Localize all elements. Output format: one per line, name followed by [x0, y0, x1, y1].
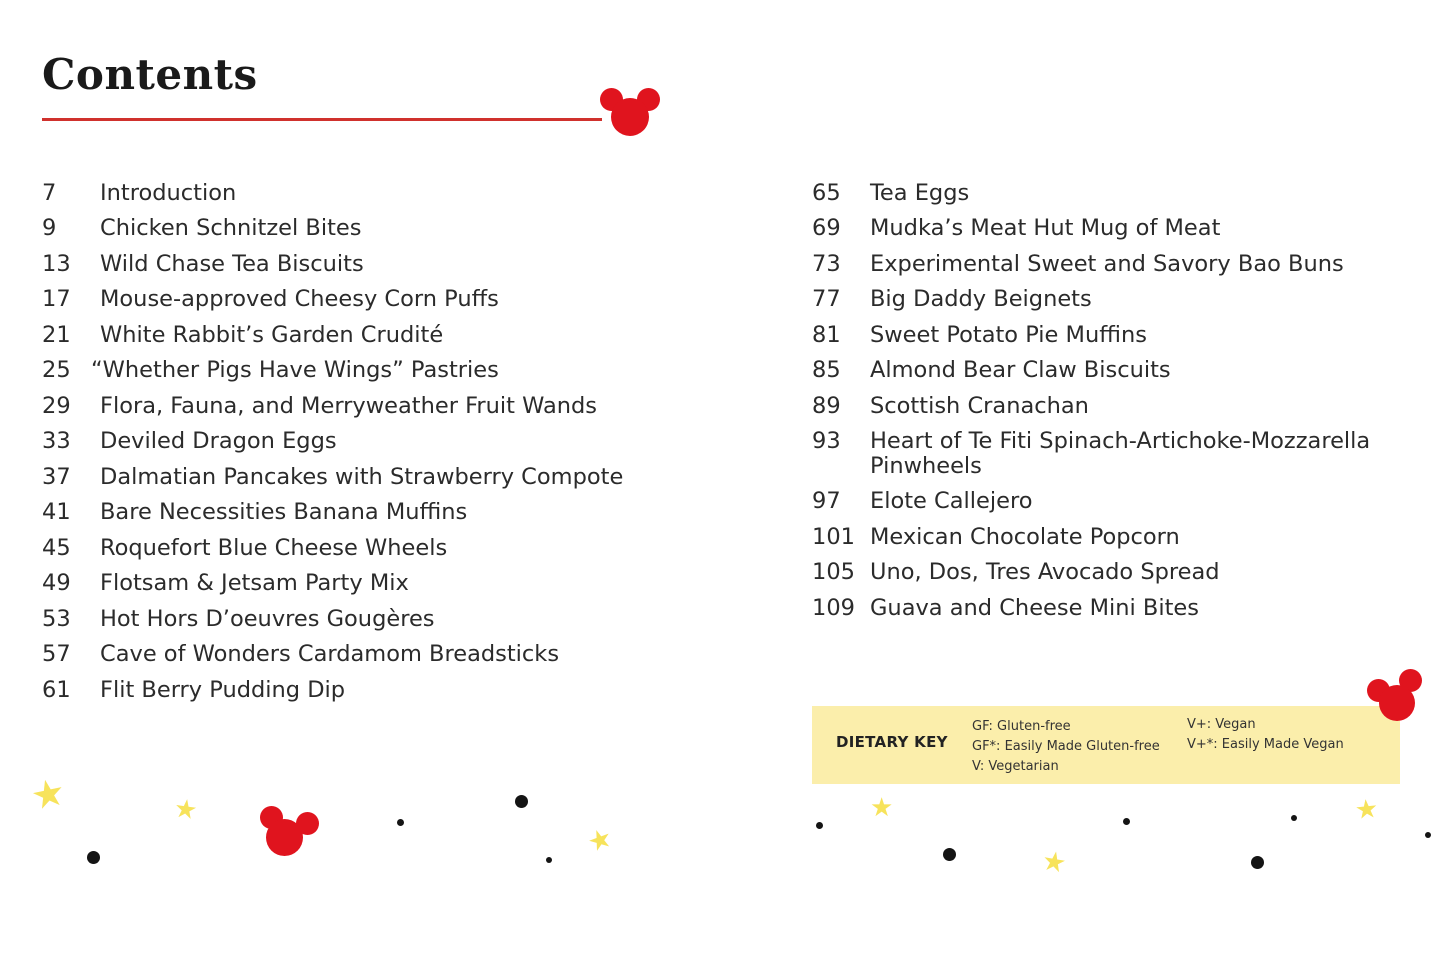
toc-page-number: 73: [812, 250, 841, 277]
toc-page-number: 85: [812, 357, 841, 383]
toc-page-number: 7: [42, 179, 57, 206]
toc-entry[interactable]: [812, 175, 1412, 211]
toc-entry[interactable]: [42, 495, 762, 531]
toc-page-number: 57: [42, 641, 71, 667]
star-icon: ★: [26, 768, 70, 820]
toc-entry[interactable]: [42, 175, 762, 211]
toc-entry-title: Mexican Chocolate Popcorn: [870, 523, 1180, 550]
toc-entry-title: Chicken Schnitzel Bites: [100, 215, 362, 241]
dietary-key-item: GF*: Easily Made Gluten-free: [972, 739, 1160, 754]
mickey-head-icon: [260, 804, 322, 858]
toc-page-number: 97: [812, 488, 841, 514]
toc-entry[interactable]: [42, 424, 762, 460]
toc-page-number: 9: [42, 215, 57, 241]
toc-page-number: 105: [812, 559, 855, 585]
toc-entry-title: Wild Chase Tea Biscuits: [100, 250, 364, 277]
toc-entry-title: Introduction: [100, 179, 237, 206]
toc-page-number: 13: [42, 250, 71, 277]
toc-entry[interactable]: [42, 246, 762, 282]
toc-entry[interactable]: [42, 388, 762, 424]
toc-entry-title: Guava and Cheese Mini Bites: [870, 594, 1199, 621]
toc-entry[interactable]: [812, 317, 1412, 353]
toc-entry-title: Hot Hors D’oeuvres Gougères: [100, 605, 435, 632]
dot: [397, 819, 404, 826]
toc-entry[interactable]: [812, 519, 1412, 555]
toc-entry-title: Big Daddy Beignets: [870, 286, 1092, 312]
dietary-key-item: V+*: Easily Made Vegan: [1187, 737, 1344, 752]
toc-entry-title: Elote Callejero: [870, 488, 1033, 514]
toc-entry-title: White Rabbit’s Garden Crudité: [100, 321, 444, 348]
toc-page-number: 81: [812, 321, 841, 348]
toc-page-number: 77: [812, 286, 841, 312]
toc-entry-title: Mouse-approved Cheesy Corn Puffs: [100, 286, 499, 312]
star-icon: ★: [1039, 845, 1069, 880]
toc-entry-title: Flora, Fauna, and Merryweather Fruit Wands: [100, 392, 597, 419]
toc-entry-title: Deviled Dragon Eggs: [100, 428, 337, 454]
toc-entry[interactable]: [812, 246, 1412, 282]
dot: [87, 851, 100, 864]
toc-entry-title: Roquefort Blue Cheese Wheels: [100, 534, 448, 561]
toc-page-number: 45: [42, 534, 71, 561]
toc-page-number: 61: [42, 676, 71, 703]
toc-entry-title: Sweet Potato Pie Muffins: [870, 321, 1147, 348]
toc-entry[interactable]: [42, 317, 762, 353]
toc-entry-title: Tea Eggs: [870, 179, 970, 206]
toc-entry[interactable]: [812, 282, 1412, 318]
dietary-key-item: GF: Gluten-free: [972, 719, 1071, 734]
toc-left-column: [42, 175, 762, 708]
toc-entry[interactable]: [42, 282, 762, 318]
toc-entry-title: Flit Berry Pudding Dip: [100, 676, 346, 703]
toc-page-number: 89: [812, 392, 841, 419]
toc-entry[interactable]: [812, 388, 1412, 424]
dot: [943, 848, 956, 861]
toc-page-number: 93: [812, 428, 841, 454]
dot: [1123, 818, 1130, 825]
toc-page-number: 33: [42, 428, 71, 454]
toc-page-number: 109: [812, 594, 855, 621]
toc-page-number: 37: [42, 463, 71, 490]
star-icon: ★: [870, 793, 894, 823]
toc-entry-title: Experimental Sweet and Savory Bao Buns: [870, 250, 1344, 277]
toc-entry[interactable]: [812, 211, 1412, 247]
toc-entry[interactable]: [42, 459, 762, 495]
star-icon: ★: [1353, 793, 1380, 827]
star-icon: ★: [583, 821, 617, 860]
dot: [816, 822, 823, 829]
toc-entry-title: Cave of Wonders Cardamom Breadsticks: [100, 641, 560, 667]
toc-right-column: [812, 175, 1412, 626]
dot: [515, 795, 528, 808]
toc-page-number: 21: [42, 321, 71, 348]
toc-entry[interactable]: [42, 566, 762, 602]
toc-entry[interactable]: [812, 484, 1412, 520]
toc-entry-title: Mudka’s Meat Hut Mug of Meat: [870, 215, 1221, 241]
dietary-key-list: [972, 717, 1160, 777]
toc-entry-title: Bare Necessities Banana Muffins: [100, 499, 468, 525]
toc-entry[interactable]: [812, 590, 1412, 626]
toc-page-number: 29: [42, 392, 71, 419]
page-title: Contents: [42, 50, 258, 99]
toc-entry-title: Almond Bear Claw Biscuits: [870, 357, 1171, 383]
toc-page-number: 25: [42, 357, 71, 383]
toc-entry[interactable]: [42, 601, 762, 637]
star-icon: ★: [172, 793, 200, 827]
toc-page-number: 41: [42, 499, 71, 525]
dietary-key-list: [1187, 715, 1344, 755]
toc-entry[interactable]: [42, 637, 762, 673]
mickey-head-icon: [600, 88, 662, 138]
toc-entry-title: Flotsam & Jetsam Party Mix: [100, 570, 409, 596]
toc-entry[interactable]: [812, 555, 1412, 591]
toc-entry-title: Scottish Cranachan: [870, 392, 1089, 419]
toc-entry[interactable]: [812, 353, 1412, 389]
dietary-key-heading: DIETARY KEY: [836, 733, 948, 751]
dietary-key-item: V+: Vegan: [1187, 717, 1256, 732]
toc-page-number: 49: [42, 570, 71, 596]
toc-page-number: 65: [812, 179, 841, 206]
title-underline: [42, 118, 602, 121]
toc-entry-title: Uno, Dos, Tres Avocado Spread: [870, 559, 1220, 585]
toc-entry[interactable]: [42, 211, 762, 247]
toc-entry[interactable]: [42, 353, 762, 389]
toc-entry-title: Dalmatian Pancakes with Strawberry Compote: [100, 463, 624, 490]
toc-page-number: 17: [42, 286, 71, 312]
toc-entry[interactable]: [42, 672, 762, 708]
toc-entry-title: Heart of Te Fiti Spinach-Artichoke-Mozzarella Pinwheels: [870, 428, 1371, 479]
toc-page-number: 101: [812, 523, 855, 550]
toc-entry[interactable]: [812, 424, 1412, 484]
toc-entry[interactable]: [42, 530, 762, 566]
toc-entry-title: “Whether Pigs Have Wings” Pastries: [91, 357, 499, 383]
dot: [546, 857, 552, 863]
dietary-key-item: V: Vegetarian: [972, 759, 1059, 774]
toc-page-number: 53: [42, 605, 71, 632]
dot: [1251, 856, 1264, 869]
toc-page-number: 69: [812, 215, 841, 241]
mickey-head-icon: [1367, 669, 1427, 723]
dot: [1425, 832, 1431, 838]
dietary-key-box: [812, 706, 1400, 784]
dot: [1291, 815, 1297, 821]
